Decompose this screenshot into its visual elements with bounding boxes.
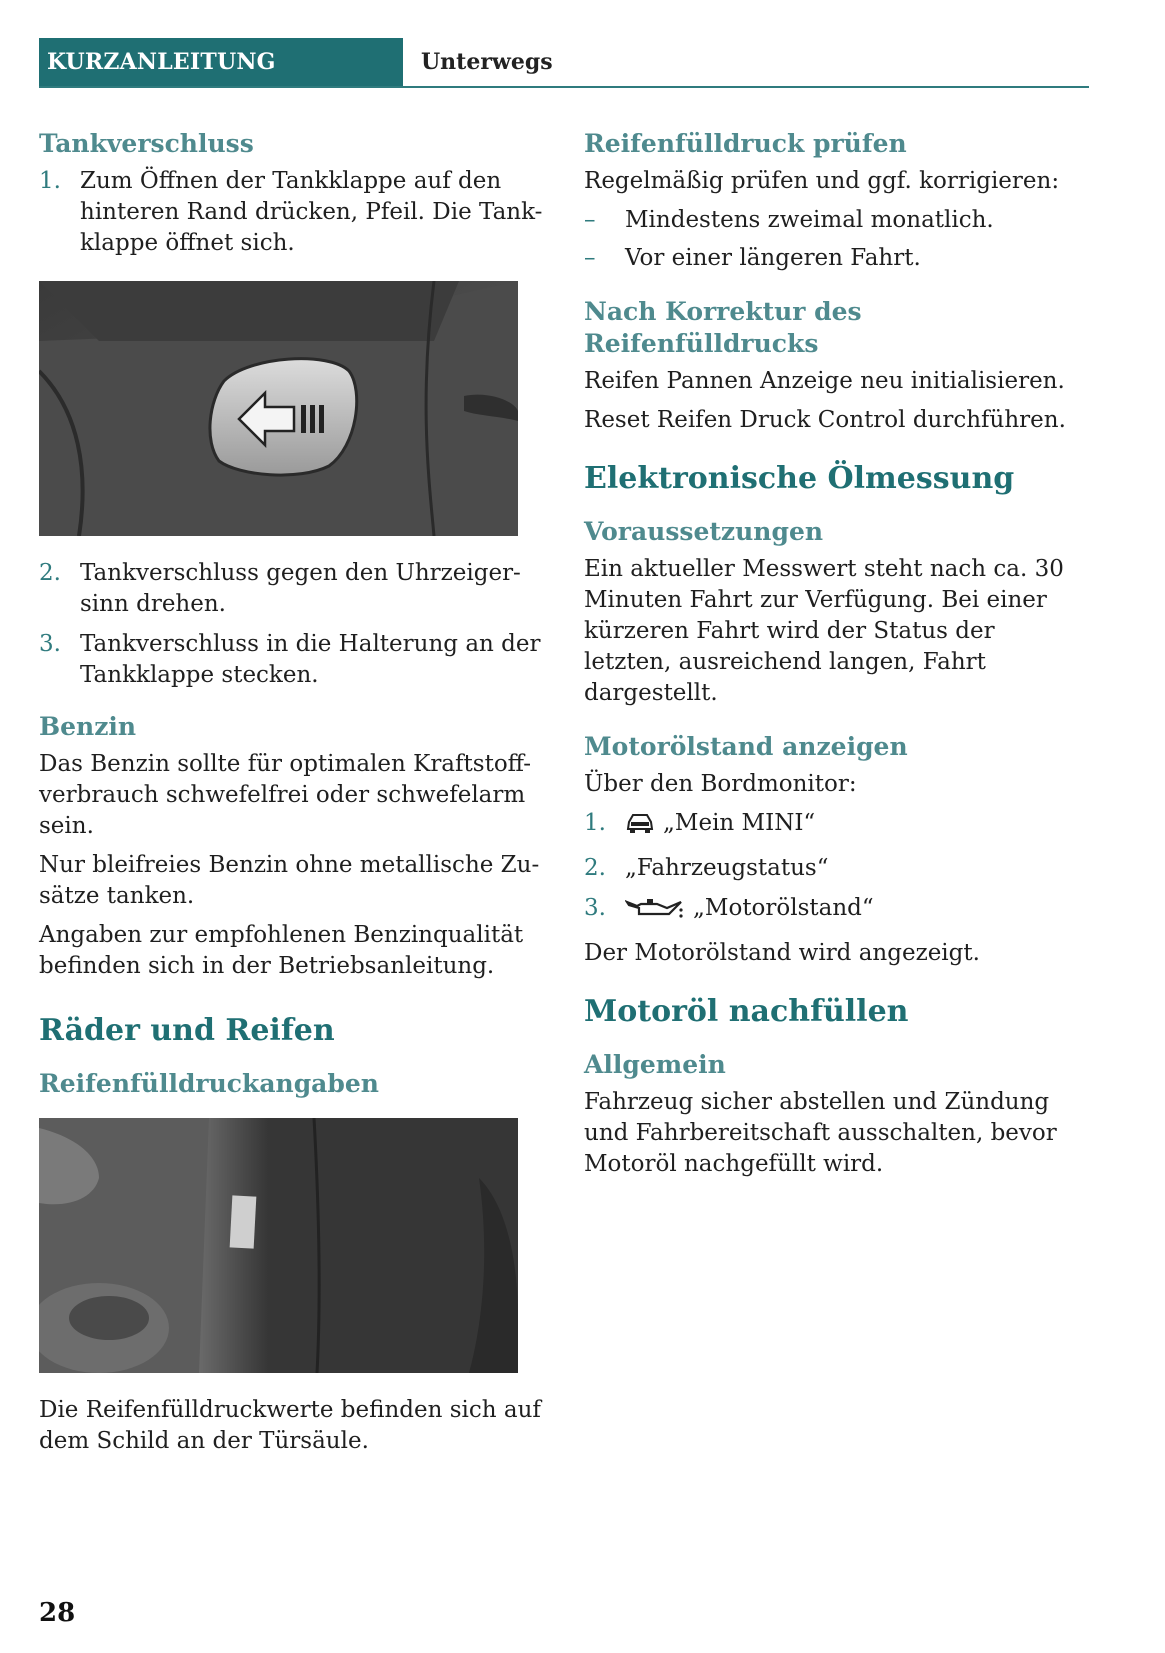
allgemein-heading: Allgemein [584,1050,726,1079]
tank-heading: Tankverschluss [39,129,254,158]
anzeigen-heading: Motorölstand anzeigen [584,732,908,761]
list-item: – Mindestens zweimal monatlich. [584,207,994,233]
section-label: KURZANLEITUNG [39,38,403,86]
korrektur-paragraph-2: Reset Reifen Druck Control durchführen. [584,407,1066,433]
list-item: – Vor einer längeren Fahrt. [584,245,921,271]
list-item: 3. „Motorölstand“ [584,893,1089,929]
benzin-paragraph-2: Nur bleifreies Benzin ohne metallische Zu-sätze tanken. [39,852,540,909]
pruefen-heading: Reifenfülldruck prüfen [584,129,907,158]
list-item: 2. „Fahrzeugstatus“ [584,855,829,881]
left-column [39,128,546,1465]
reifen-angaben-paragraph: Die Reifenfülldruckwerte befinden sich auf dem Schild an der Türsäule. [39,1397,541,1454]
list-item: 3. Tankverschluss in die Halterung an der Tankklappe stecken. [39,631,541,688]
list-item: 1. Zum Öffnen der Tankklappe auf den hinteren Rand drücken, Pfeil. Die Tank-klappe öffnet sich. [39,168,543,256]
pruefen-list [584,205,1089,274]
benzin-paragraph-1: Das Benzin sollte für optimalen Kraftstoff-verbrauch schwefelfrei oder schwefelarm sein. [39,751,531,839]
anzeigen-paragraph: Über den Bordmonitor: [584,771,857,797]
chapter-label: Unterwegs [421,49,553,75]
oil-can-icon [625,896,685,929]
car-icon [625,811,655,844]
anzeigen-steps-list [584,808,1089,929]
korrektur-paragraph-1: Reifen Pannen Anzeige neu initialisieren. [584,368,1065,394]
door-pillar-image [39,1118,546,1373]
tank-steps-list-cont [39,558,546,691]
allgemein-paragraph: Fahrzeug sicher abstellen und Zündung und Fahrbereitschaft ausschalten, bevor Motoröl nachgefüllt wird. [584,1089,1057,1177]
list-item: 1. „Mein MINI“ [584,808,1089,844]
page-number: 28 [39,1598,76,1628]
tank-steps-list [39,166,546,259]
korrektur-heading: Nach Korrektur des Reifenfülldrucks [584,297,862,358]
voraus-heading: Voraussetzungen [584,517,824,546]
right-column [584,128,1089,1188]
reifen-angaben-heading: Reifenfülldruckangaben [39,1069,379,1098]
voraus-paragraph: Ein aktueller Messwert steht nach ca. 30 Minuten Fahrt zur Verfügung. Bei einer kürzeren Fahrt wird der Status der letzten, ausreichend langen, Fahrt dargestellt. [584,556,1064,706]
raeder-heading: Räder und Reifen [39,1013,335,1048]
page-header [39,38,1089,88]
nachfuellen-heading: Motoröl nachfüllen [584,994,909,1029]
benzin-paragraph-3: Angaben zur empfohlenen Benzinqualität befinden sich in der Betriebsanleitung. [39,922,524,979]
list-item: 2. Tankverschluss gegen den Uhrzeiger-sinn drehen. [39,560,521,617]
benzin-heading: Benzin [39,712,137,741]
oel-heading: Elektronische Ölmessung [584,461,1015,496]
pruefen-paragraph: Regelmäßig prüfen und ggf. korrigieren: [584,168,1060,194]
fuel-flap-image [39,281,546,536]
anzeigen-result: Der Motorölstand wird angezeigt. [584,940,980,966]
